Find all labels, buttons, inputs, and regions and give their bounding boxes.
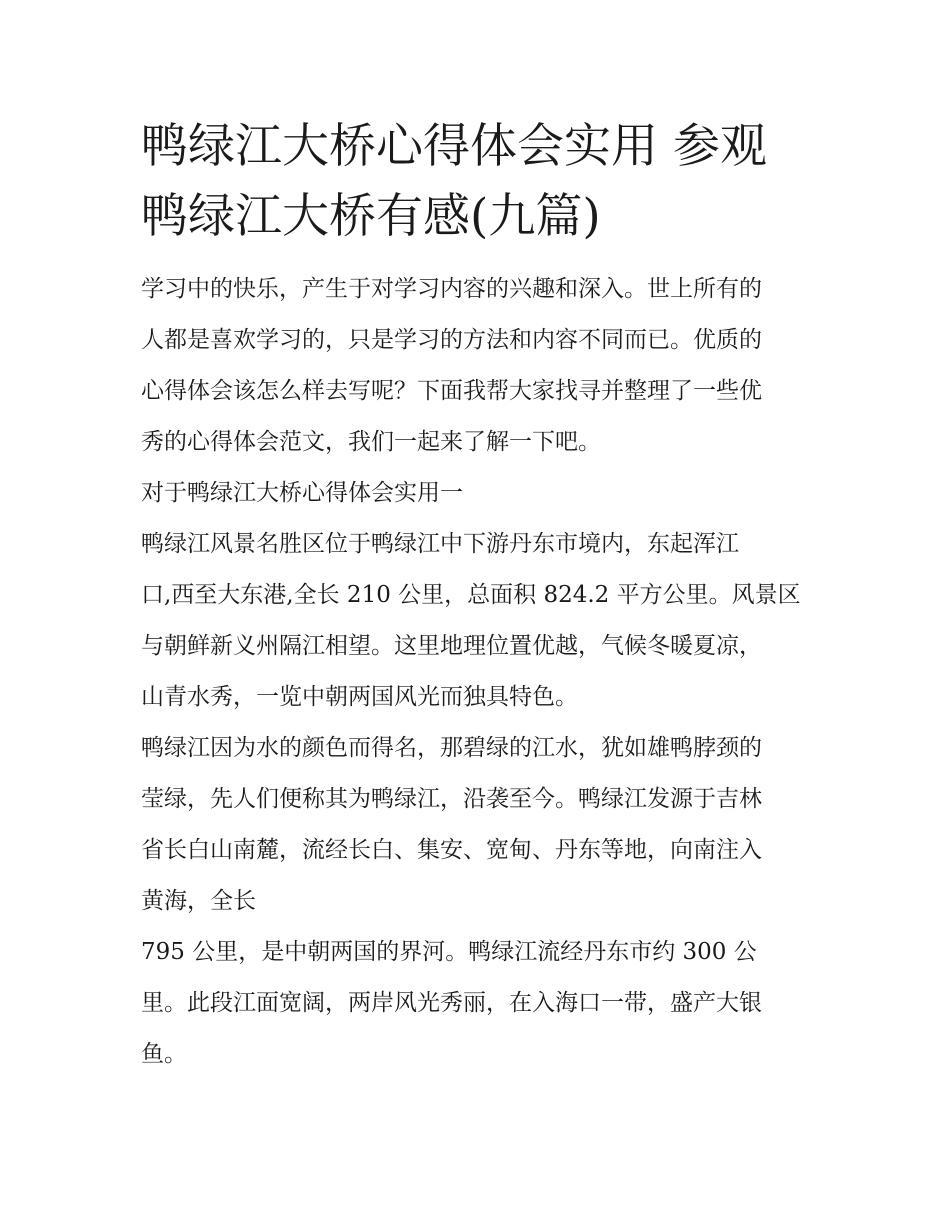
title-line-1: 鸭绿江大桥心得体会实用 参观 [141, 119, 767, 174]
text-line: 里。此段江面宽阔，两岸风光秀丽，在入海口一带，盛产大银 [141, 990, 762, 1016]
text-line: 秀的心得体会范文，我们一起来了解一下吧。 [141, 429, 601, 455]
river-length-paragraph [141, 927, 813, 1080]
text-line: 795 公里，是中朝两国的界河。鸭绿江流经丹东市约 300 公 [141, 939, 757, 965]
intro-paragraph [141, 264, 813, 468]
text-line: 省长白山南麓，流经长白、集安、宽甸、丹东等地，向南注入 [141, 837, 762, 863]
text-line: 鸭绿江风景名胜区位于鸭绿江中下游丹东市境内，东起浑江 [141, 531, 739, 557]
text-line: 与朝鲜新义州隔江相望。这里地理位置优越，气候冬暖夏凉， [141, 633, 762, 659]
document-page [141, 112, 813, 1080]
section-heading [141, 468, 813, 519]
text-line: 黄海，全长 [141, 888, 256, 914]
text-line: 莹绿，先人们便称其为鸭绿江，沿袭至今。鸭绿江发源于吉林 [141, 786, 762, 812]
text-line: 口,西至大东港,全长 210 公里，总面积 824.2 平方公里。风景区 [141, 582, 801, 608]
text-line: 心得体会该怎么样去写呢？下面我帮大家找寻并整理了一些优 [141, 378, 762, 404]
text-line: 对于鸭绿江大桥心得体会实用一 [141, 480, 463, 506]
text-line: 人都是喜欢学习的，只是学习的方法和内容不同而已。优质的 [141, 327, 762, 353]
document-body [141, 264, 813, 1080]
river-origin-paragraph [141, 723, 813, 927]
document-title [141, 112, 813, 252]
scenic-area-paragraph [141, 519, 813, 723]
text-line: 鱼。 [141, 1041, 187, 1067]
text-line: 学习中的快乐，产生于对学习内容的兴趣和深入。世上所有的 [141, 276, 762, 302]
title-line-2: 鸭绿江大桥有感(九篇) [141, 189, 601, 244]
text-line: 山青水秀，一览中朝两国风光而独具特色。 [141, 684, 578, 710]
text-line: 鸭绿江因为水的颜色而得名，那碧绿的江水，犹如雄鸭脖颈的 [141, 735, 762, 761]
